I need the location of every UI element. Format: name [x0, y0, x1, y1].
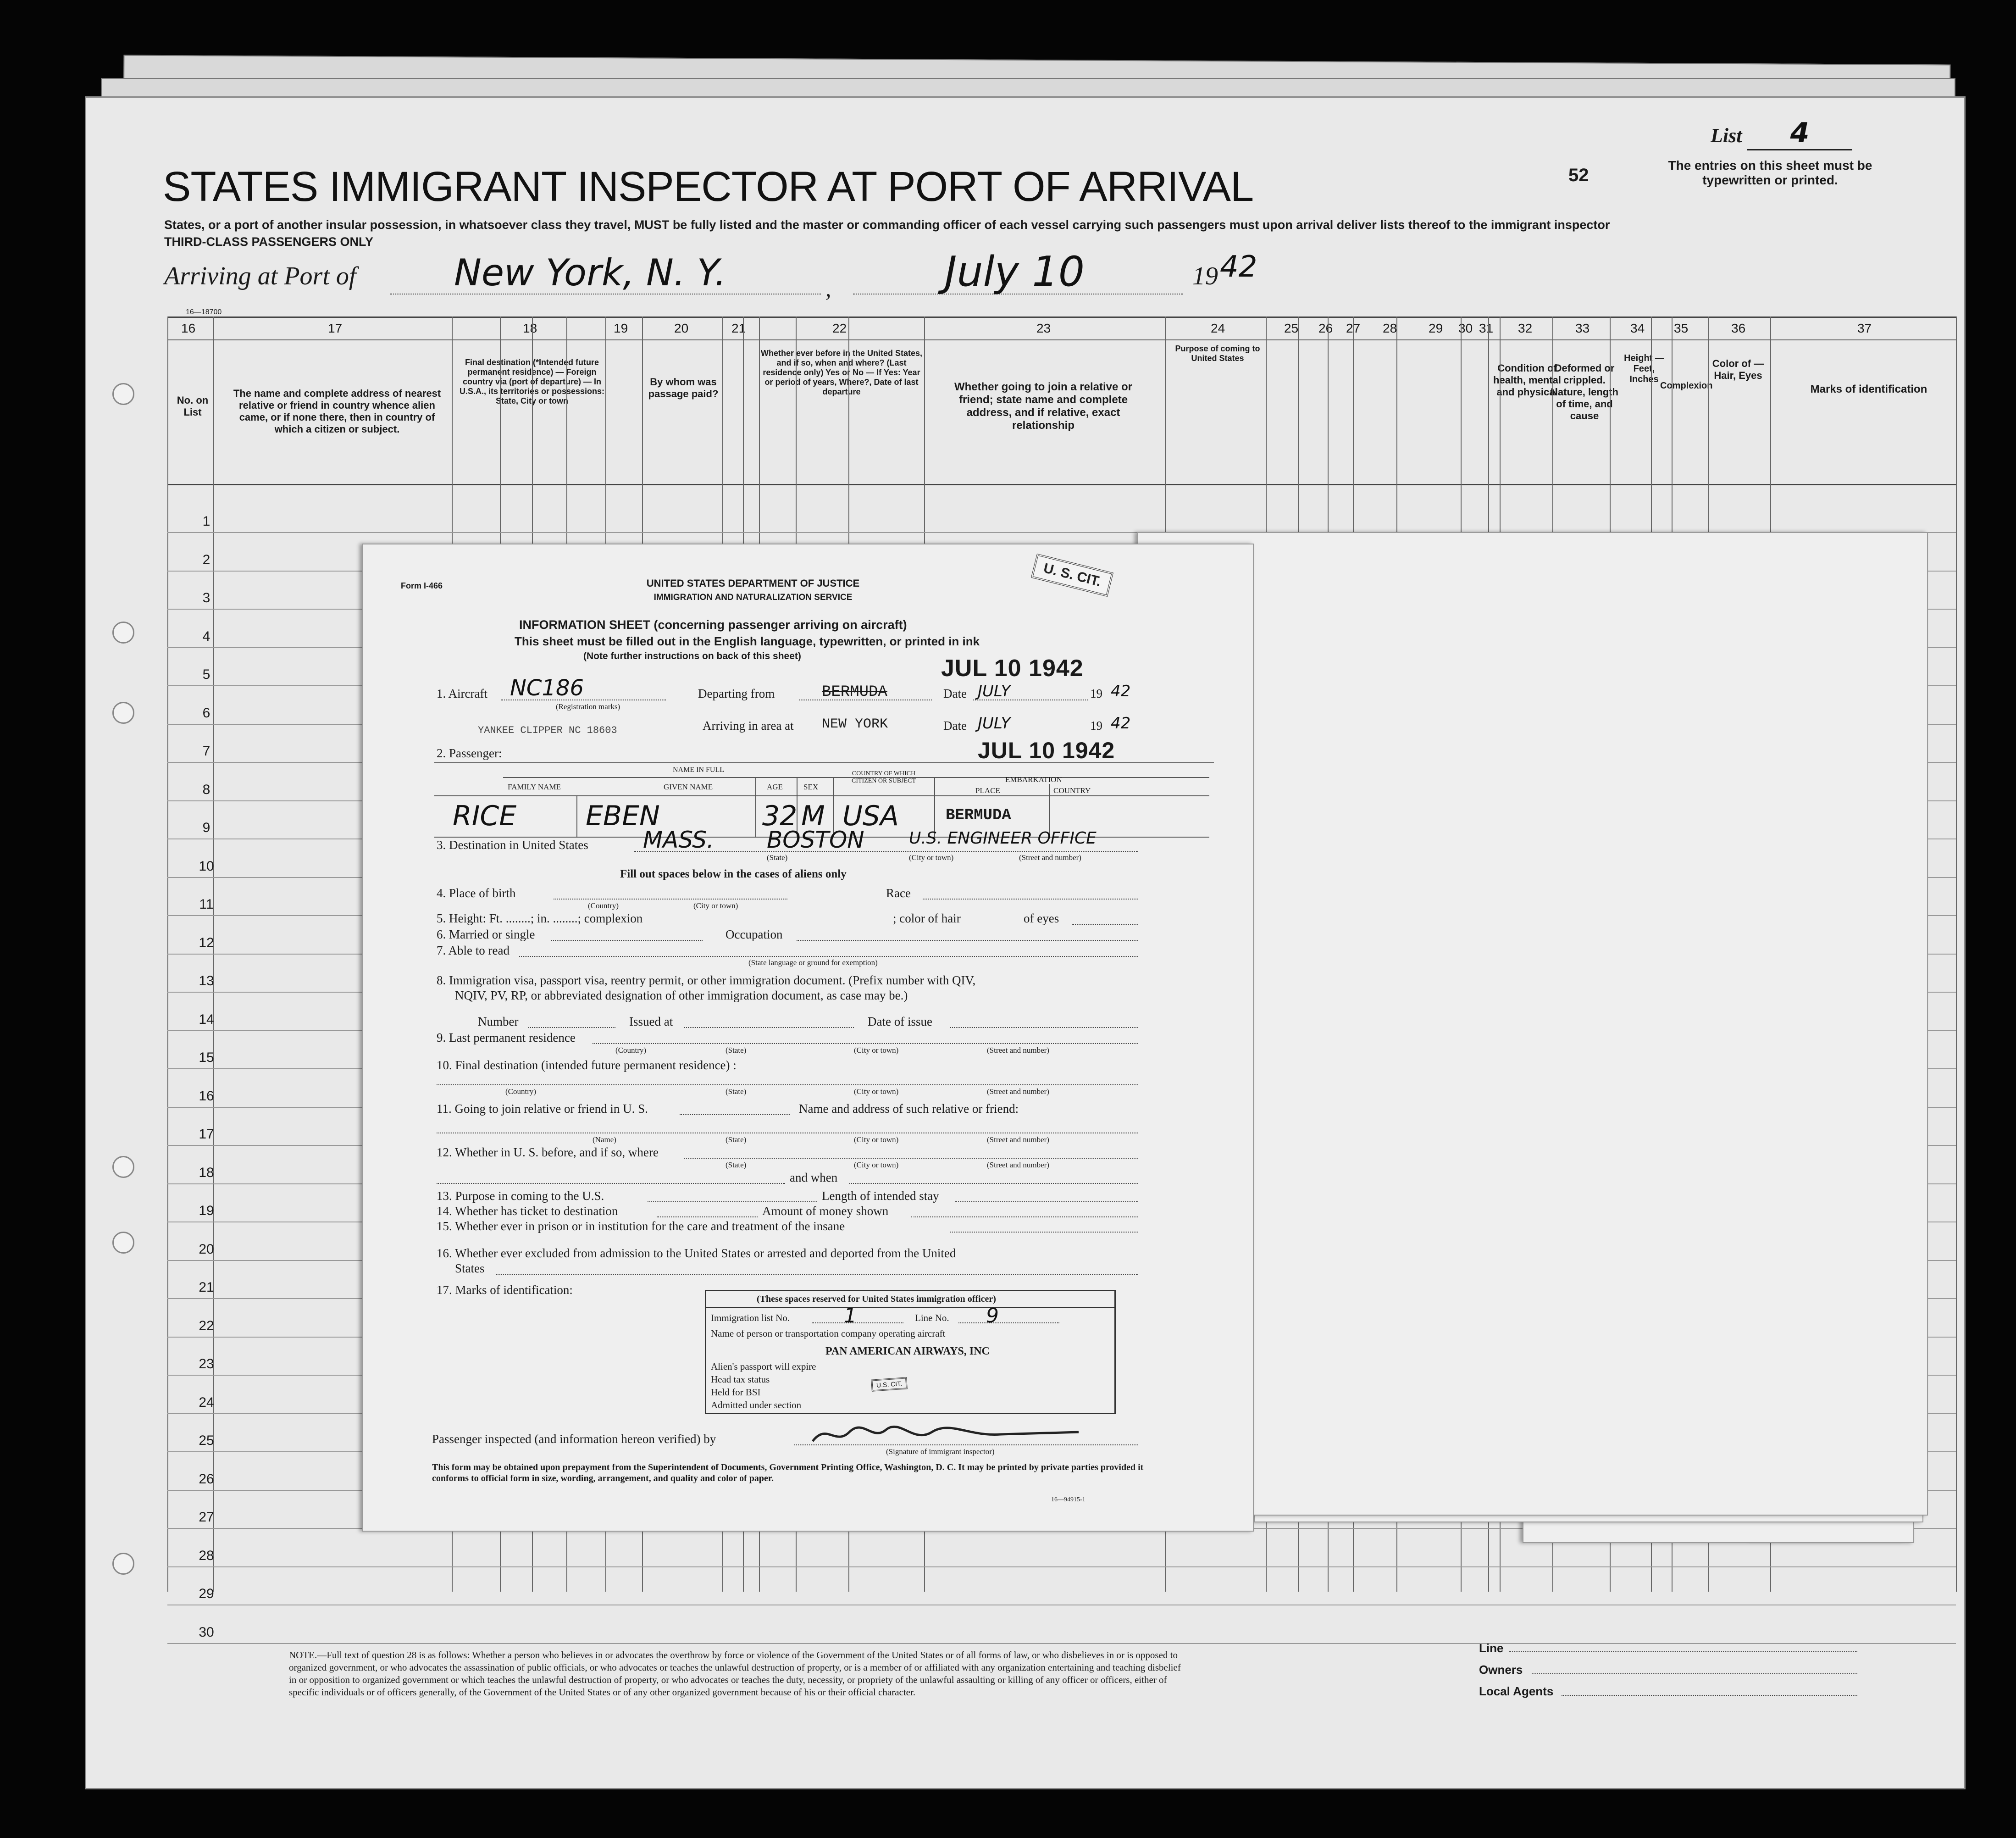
row-number: 16 [199, 1088, 214, 1104]
name-in-full-header: NAME IN FULL [673, 766, 724, 774]
q12-label: 12. Whether in U. S. before, and if so, where [437, 1145, 659, 1159]
row-number: 21 [199, 1280, 214, 1295]
col-num-33: 33 [1575, 321, 1590, 335]
row-number: 24 [199, 1394, 214, 1410]
eyes-line [1072, 924, 1138, 925]
col-17-header: The name and complete address of nearest relative or friend in country whence alien came, or if none there, then in country of which a citizen or subject. [233, 388, 441, 435]
q4-line [554, 899, 787, 900]
clipper-text: YANKEE CLIPPER NC 18603 [478, 725, 617, 736]
q14-money-label: Amount of money shown [762, 1204, 889, 1218]
col-num-37: 37 [1857, 321, 1872, 335]
typewritten-note: The entries on this sheet must be typewritten or printed. [1668, 158, 1872, 187]
q15-line [950, 1232, 1138, 1233]
citizen-value: USA [842, 800, 899, 832]
q12-street-caption: (Street and number) [987, 1161, 1049, 1169]
q12-when-label: and when [790, 1171, 838, 1184]
date-value-2: JULY [978, 714, 1011, 733]
citizen-header: COUNTRY OF WHICH CITIZEN OR SUBJECT [852, 770, 916, 784]
col-34-header: Height — Feet, Inches [1624, 353, 1664, 384]
print-code: 16—94915-1 [1051, 1496, 1086, 1503]
sheet-instruction-note: (Note further instructions on back of this sheet) [583, 651, 801, 661]
punch-hole [112, 383, 134, 405]
q6-label: 6. Married or single [437, 927, 535, 941]
row-number: 28 [199, 1548, 214, 1563]
q13-label: 13. Purpose in coming to the U.S. [437, 1189, 604, 1203]
comma: , [825, 276, 831, 301]
print-note: This form may be obtained upon prepayment from the Superintendent of Documents, Government Printing Office, Washington, D. C. It may be printed by private parties provided it conforms to official form in size, wording, arrangement, and quality and color of paper. [432, 1462, 1144, 1483]
arriving-year: 42 [1220, 250, 1257, 284]
line-no-value: 9 [986, 1304, 999, 1327]
header-bottom-rule [167, 484, 1956, 485]
q4-country-caption: (Country) [588, 901, 619, 910]
col-num-28: 28 [1383, 321, 1397, 335]
state-caption: (State) [767, 853, 788, 862]
row-number: 9 [202, 820, 210, 835]
q10-label: 10. Final destination (intended future permanent residence) : [437, 1058, 737, 1072]
departing-value: BERMUDA [822, 683, 887, 701]
service: IMMIGRATION AND NATURALIZATION SERVICE [654, 593, 853, 602]
arriving-year-prefix: 19 [1192, 262, 1218, 290]
list-label: List 4 [1711, 117, 1852, 150]
col-num-16: 16 [181, 321, 196, 335]
col-num-17: 17 [328, 321, 343, 335]
row-number: 20 [199, 1241, 214, 1257]
footer-owners-label: Owners [1479, 1663, 1523, 1677]
page-code: 52 [1568, 165, 1589, 185]
col-num-34: 34 [1630, 321, 1645, 335]
q17-label: 17. Marks of identification: [437, 1283, 573, 1297]
col-num-29: 29 [1429, 321, 1443, 335]
sex-value: M [801, 800, 825, 832]
row-number: 30 [199, 1624, 214, 1640]
col-num-36: 36 [1731, 321, 1746, 335]
department: UNITED STATES DEPARTMENT OF JUSTICE [646, 577, 860, 589]
aircraft-value: NC186 [510, 675, 584, 701]
q8-issued-line [684, 1027, 854, 1028]
sheet-instruction: This sheet must be filled out in the English language, typewritten, or printed in ink [515, 634, 980, 648]
q7-line [519, 956, 1138, 957]
aircraft-label: 1. Aircraft [437, 687, 487, 700]
column-divider [1956, 317, 1957, 1592]
row-number: 1 [202, 514, 210, 529]
col-num-20: 20 [674, 321, 689, 335]
footnote: NOTE.—Full text of question 28 is as follows: Whether a person who believes in or advocates the overthrow by force or violence of the Government of the United States or of all forms of law, or who disbelieves in or is opposed to organized government, or who advocates the assassination of public officials, or who advocates or teaches the unlawful destruction of property, or is a member of or affiliated with any organization entertaining and teaching disbelief in or opposition to organized government or which teaches the unlawful destruction of property, or who advocates or teaches the duty, necessity, or propriety of the unlawful assaulting or killing of any officer or officers, either of specific individuals or of officers generally, of the Government of the United States or of any other organized government because of his or their official character. [289, 1649, 1181, 1698]
line-no-label: Line No. [915, 1312, 949, 1323]
departing-label: Departing from [698, 687, 775, 700]
signature-caption: (Signature of immigrant inspector) [886, 1447, 995, 1456]
row-number: 22 [199, 1318, 214, 1333]
q8-date-line [950, 1027, 1138, 1028]
arriving-date: July 10 [945, 248, 1085, 296]
date-stamp-2: JUL 10 1942 [978, 738, 1115, 763]
q6-occupation-label: Occupation [726, 927, 783, 941]
list-no-label: Immigration list No. [711, 1312, 790, 1323]
q4-label: 4. Place of birth [437, 886, 516, 900]
sheet-title: INFORMATION SHEET (concerning passenger arriving on aircraft) [519, 618, 907, 632]
row-number: 4 [202, 628, 210, 644]
inspector-signature [808, 1418, 1083, 1450]
cell-divider [576, 795, 577, 837]
officer-box-title: (These spaces reserved for United States immigration officer) [757, 1294, 996, 1304]
cell-divider [934, 777, 935, 837]
footer-agents-label: Local Agents [1479, 1684, 1554, 1698]
q5-eyes-label: of eyes [1024, 911, 1059, 925]
row-number: 10 [199, 858, 214, 874]
embarkation-header: EMBARKATION [1005, 775, 1062, 784]
col-37-header: Marks of identification [1810, 383, 1927, 395]
col-num-18: 18 [523, 321, 537, 335]
head-tax-label: Head tax status [711, 1374, 770, 1385]
arriving-port: New York, N. Y. [454, 251, 726, 294]
q16-line [496, 1274, 1138, 1275]
row-number: 19 [199, 1203, 214, 1218]
row-number: 3 [202, 590, 210, 605]
q9-street-caption: (Street and number) [987, 1046, 1049, 1055]
col-num-19: 19 [614, 321, 628, 335]
year-prefix-2: 19 [1090, 719, 1102, 733]
reg-marks-caption: (Registration marks) [556, 702, 620, 711]
table-header-rule [434, 795, 1209, 796]
family-name-value: RICE [453, 800, 517, 832]
q10-state-caption: (State) [726, 1087, 747, 1096]
col-18-header: Final destination (*Intended future permanent residence) — Foreign country via (port of departure) — In U.S.A., its territories or possessions: State, City or town [459, 358, 605, 405]
col-num-25: 25 [1284, 321, 1299, 335]
col-36-header: Color of — Hair, Eyes [1712, 358, 1764, 381]
row-number: 17 [199, 1127, 214, 1142]
q11-street-caption: (Street and number) [987, 1135, 1049, 1144]
form-number: Form I-466 [401, 581, 443, 590]
list-no-line [812, 1322, 903, 1323]
row-number: 13 [199, 973, 214, 988]
q9-label: 9. Last permanent residence [437, 1031, 576, 1044]
year-value: 42 [1111, 682, 1131, 700]
q14-line [657, 1216, 758, 1217]
row-number: 14 [199, 1011, 214, 1027]
age-header: AGE [767, 783, 783, 791]
q15-label: 15. Whether ever in prison or in institution for the care and treatment of the insane [437, 1219, 845, 1233]
row-rule [167, 1566, 1956, 1567]
header-top-rule [167, 317, 1956, 318]
footer-line-label: Line [1479, 1641, 1504, 1655]
citizen-stamp: U. S. CIT. [1031, 554, 1113, 597]
q11-line [680, 1114, 790, 1115]
row-number: 2 [202, 552, 210, 567]
footer-agents-rule [1562, 1695, 1857, 1696]
col-33-header: Deformed or crippled. Nature, length of time, and cause [1551, 362, 1618, 422]
punch-hole [112, 702, 134, 724]
small-cit-stamp: U.S. CIT. [871, 1377, 908, 1391]
q12-when-line [849, 1183, 1138, 1184]
row-number: 7 [202, 744, 210, 759]
row-rule [167, 1643, 1956, 1644]
col-num-31: 31 [1479, 321, 1494, 335]
arriving-area-label: Arriving in area at [703, 719, 794, 733]
aliens-only-note: Fill out spaces below in the cases of aliens only [620, 868, 847, 880]
street-caption: (Street and number) [1019, 853, 1081, 862]
officer-box [705, 1290, 1116, 1414]
destination-label: 3. Destination in United States [437, 838, 588, 852]
year-prefix: 19 [1090, 687, 1102, 700]
date-stamp: JUL 10 1942 [941, 655, 1084, 682]
q12-city-caption: (City or town) [854, 1161, 899, 1169]
sex-header: SEX [803, 783, 819, 791]
arriving-label: Arriving at Port of [164, 262, 356, 290]
col-35-header: Complexion [1660, 381, 1713, 391]
company-value: PAN AMERICAN AIRWAYS, INC [825, 1345, 990, 1357]
row-number: 11 [199, 897, 214, 912]
occupation-line [797, 940, 1138, 941]
q9-city-caption: (City or town) [854, 1046, 899, 1055]
row-number: 25 [199, 1433, 214, 1448]
q5-hair-label: ; color of hair [893, 911, 961, 925]
dest-street-value: U.S. ENGINEER OFFICE [909, 829, 1097, 848]
q6-line [551, 940, 703, 941]
embark-place-header: PLACE [975, 786, 1000, 795]
col-32-header: Condition of health, mental and physical [1493, 362, 1561, 398]
col-24-header: Purpose of coming to United States [1175, 344, 1260, 363]
embark-country-header: COUNTRY [1053, 786, 1091, 795]
col-num-32: 32 [1518, 321, 1533, 335]
punch-hole [112, 622, 134, 644]
arriving-area-value: NEW YORK [822, 716, 888, 732]
embark-place-value: BERMUDA [946, 807, 1011, 824]
city-caption: (City or town) [909, 853, 954, 862]
q8-label: 8. Immigration visa, passport visa, reentry permit, or other immigration document. (Prefix number with QIV, [437, 973, 976, 987]
row-number: 8 [202, 782, 210, 797]
q11-label: 11. Going to join relative or friend in U. S. [437, 1102, 648, 1116]
row-number: 12 [199, 935, 214, 950]
edge-info-sheet [1137, 532, 1928, 1516]
q10-city-caption: (City or town) [854, 1087, 899, 1096]
col-num-23: 23 [1036, 321, 1051, 335]
q14-money-line [911, 1216, 1138, 1217]
q13-length-line [955, 1201, 1138, 1202]
q10-street-caption: (Street and number) [987, 1087, 1049, 1096]
inspected-label: Passenger inspected (and information hereon verified) by [432, 1432, 716, 1446]
q7-caption: (State language or ground for exemption) [748, 958, 878, 967]
q9-country-caption: (Country) [615, 1046, 647, 1055]
manifest-subtitle: States, or a port of another insular possession, in whatsoever class they travel, MUST be fully listed and the master or commanding officer of each vessel carrying such passengers must upon arrival deliver lists thereof to the immigrant inspector [164, 218, 1610, 232]
footer-owners-rule [1532, 1673, 1857, 1674]
passport-label: Alien's passport will expire [711, 1361, 816, 1372]
line-no-line [958, 1322, 1059, 1323]
info-sheet [362, 544, 1254, 1532]
q11-city-caption: (City or town) [854, 1135, 899, 1144]
list-number: 4 [1747, 117, 1852, 150]
given-name-value: EBEN [586, 800, 660, 832]
col-num-27: 27 [1346, 321, 1361, 335]
year-value-2: 42 [1111, 714, 1131, 733]
col-20-header: By whom was passage paid? [648, 376, 719, 400]
q12-line-2 [437, 1183, 785, 1184]
col-num-35: 35 [1674, 321, 1689, 335]
q8-label-2: NQIV, PV, RP, or abbreviated designation of other immigration document, as case may be.) [455, 988, 908, 1002]
row-number: 23 [199, 1356, 214, 1372]
header-num-rule [167, 339, 1956, 340]
q8-number-line [528, 1027, 615, 1028]
q8-issued-label: Issued at [629, 1015, 673, 1028]
q7-label: 7. Able to read [437, 944, 510, 957]
col-16-header: No. on List [177, 394, 209, 418]
q13-line [648, 1201, 817, 1202]
col-num-24: 24 [1211, 321, 1225, 335]
q12-line [684, 1158, 1138, 1159]
dest-city-value: BOSTON [767, 827, 864, 853]
cell-divider [755, 777, 756, 837]
q8-number-label: Number [478, 1015, 519, 1028]
footer-line-rule [1509, 1651, 1857, 1652]
race-line [923, 899, 1138, 900]
col-23-header: Whether going to join a relative or friend; state name and complete address, and if relative, exact relationship [954, 381, 1133, 432]
admitted-label: Admitted under section [711, 1399, 802, 1410]
q9-state-caption: (State) [726, 1046, 747, 1055]
date-value: JULY [978, 682, 1011, 700]
officer-box-rule [706, 1307, 1114, 1308]
col-num-26: 26 [1318, 321, 1333, 335]
passenger-label: 2. Passenger: [437, 746, 502, 760]
col-num-22: 22 [832, 321, 847, 335]
row-number: 5 [202, 667, 210, 682]
q13-length-label: Length of intended stay [822, 1189, 939, 1203]
row-number: 26 [199, 1471, 214, 1487]
q12-state-caption: (State) [726, 1161, 747, 1169]
q16-label: 16. Whether ever excluded from admission to the United States or arrested and deported from the United [437, 1246, 956, 1260]
q11-name-caption: (Name) [593, 1135, 616, 1144]
q5-label: 5. Height: Ft. ........; in. ........; complexion [437, 911, 643, 925]
punch-hole [112, 1156, 134, 1178]
row-number: 29 [199, 1586, 214, 1601]
list-no-value: 1 [844, 1304, 857, 1327]
q11-state-caption: (State) [726, 1135, 747, 1144]
manifest-title: STATES IMMIGRANT INSPECTOR AT PORT OF ARRIVAL [163, 163, 1254, 210]
q14-label: 14. Whether has ticket to destination [437, 1204, 618, 1218]
family-name-header: FAMILY NAME [508, 783, 561, 791]
date-label-2: Date [943, 719, 967, 733]
age-value: 32 [762, 800, 798, 832]
q10-line [437, 1084, 1138, 1085]
q8-date-label: Date of issue [868, 1015, 932, 1028]
q16-label-2: States [455, 1261, 485, 1275]
col-num-21: 21 [731, 321, 746, 335]
row-number: 18 [199, 1165, 214, 1180]
col-22-header: Whether ever before in the United States, and if so, when and where? (Last residence only) Yes or No — If Yes: Year or period of years, Where?, Date of last departure [760, 349, 923, 396]
q10-country-caption: (Country) [505, 1087, 537, 1096]
dest-state-value: MASS. [643, 827, 714, 853]
given-name-header: GIVEN NAME [664, 783, 713, 791]
col-num-30: 30 [1458, 321, 1473, 335]
punch-hole [112, 1553, 134, 1575]
q11-name-label: Name and address of such relative or friend: [799, 1102, 1019, 1116]
row-number: 27 [199, 1510, 214, 1525]
row-number: 6 [202, 705, 210, 721]
form-code: 16—18700 [186, 308, 222, 316]
punch-hole [112, 1232, 134, 1254]
third-class-note: THIRD-CLASS PASSENGERS ONLY [164, 235, 374, 249]
q4-race-label: Race [886, 886, 911, 900]
company-label: Name of person or transportation company operating aircraft [711, 1328, 946, 1339]
q9-line [593, 1043, 1138, 1044]
date-label: Date [943, 687, 967, 700]
row-number: 15 [199, 1050, 214, 1065]
bsi-label: Held for BSI [711, 1387, 761, 1398]
q4-city-caption: (City or town) [693, 901, 738, 910]
